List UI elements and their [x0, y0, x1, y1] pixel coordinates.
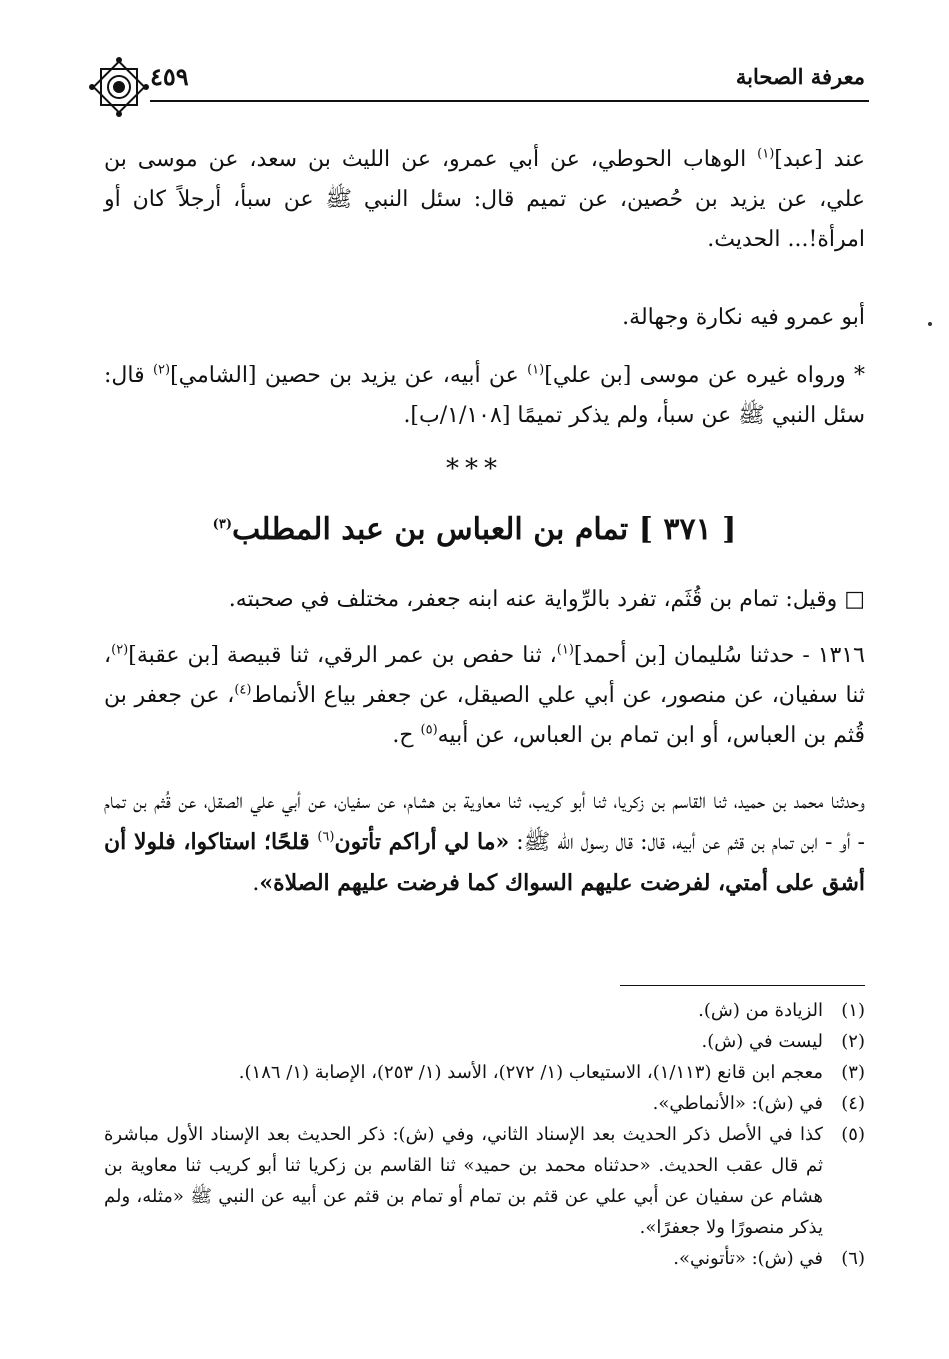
text-run: عند [عبد]	[774, 147, 865, 172]
footnote-marker: (١)	[527, 362, 545, 378]
text-run: [ ٣٧١ ] تمام بن العباس بن عبد المطلب	[231, 512, 737, 547]
footnote-marker: (٢)	[152, 362, 171, 378]
footnote-text: الزيادة من (ش).	[698, 1000, 823, 1021]
paragraph-3	[104, 356, 865, 436]
footnote-number: (٥)	[841, 1124, 865, 1145]
footnote-number: (٦)	[841, 1248, 865, 1269]
page-number: ٤٥٩	[150, 62, 189, 91]
text-run: عن أبيه، عن يزيد بن حصين [الشامي]	[170, 363, 528, 388]
footnote-text: معجم ابن قانع (١/١١٣)، الاستيعاب (١/ ٢٧٢)، الأسد (١/ ٢٥٣)، الإصابة (١/ ١٨٦).	[238, 1062, 823, 1083]
paragraph-6	[104, 782, 865, 904]
footnote-item	[104, 1243, 865, 1274]
footnote-text: في (ش): «الأنماطي».	[652, 1093, 823, 1114]
footnote-rule	[620, 985, 865, 986]
footnote-text: ليست في (ش).	[701, 1031, 823, 1052]
paragraph-1	[104, 140, 865, 260]
footnote-marker: (٣)	[212, 517, 232, 532]
stray-mark	[928, 322, 932, 326]
footnote-item	[104, 1088, 865, 1119]
footnote-marker: (٥)	[420, 722, 438, 738]
text-run: قال: سئل النبي ﷺ عن سبأ، ولم يذكر تميمًا [١/١٠٨/ب].	[104, 363, 865, 428]
footnote-item	[104, 1057, 865, 1088]
bold-text: «ما لي أراكم تأتون	[334, 829, 510, 855]
text-run: ١٣١٦ - حدثنا سُليمان [بن أحمد]	[573, 643, 865, 668]
footnote-item	[104, 1119, 865, 1243]
entry-title	[0, 512, 949, 547]
footnote-number: (٢)	[841, 1031, 865, 1052]
text-run: ح.	[392, 723, 421, 748]
text-run: ، ثنا حفص بن عمر الرقي، ثنا قبيصة [بن عقبة]	[128, 643, 557, 668]
paragraph-2: أبو عمرو فيه نكارة وجهالة.	[622, 305, 865, 330]
bold-text: قلحًا؛ استاكوا، فلولا أن أشق على أمتي، لفرضت عليهم السواك كما فرضت عليهم الصلاة»	[104, 829, 865, 896]
footnote-marker: (١)	[757, 146, 775, 162]
footnote-item	[104, 995, 865, 1026]
text-run: ، عن جعفر بن قُثم بن العباس، أو ابن تمام بن العباس، عن أبيه	[104, 683, 865, 748]
footnote-number: (١)	[841, 1000, 865, 1021]
paragraph-4: □ وقيل: تمام بن قُثَم، تفرد بالرِّواية عنه ابنه جعفر، مختلف في صحبته.	[228, 587, 865, 612]
running-header-title: معرفة الصحابة	[735, 64, 865, 89]
footnote-number: (٣)	[841, 1062, 865, 1083]
footnotes	[104, 995, 865, 1274]
section-separator: ***	[446, 454, 503, 484]
text-run: وحدثنا محمد بن حميد، ثنا القاسم بن زكريا، ثنا أبو كريب، ثنا معاوية بن هشام، عن سفيان، عن أبي علي الصقل، عن قُثم بن تمام - أو - ابن تمام بن قثم عن أبيه، قال: قال رسول الله ﷺ:	[104, 789, 865, 855]
paragraph-5-hadith-1316	[104, 636, 865, 756]
octagram-rosette-icon	[88, 56, 150, 118]
footnote-item	[104, 1026, 865, 1057]
footnote-text: في (ش): «تأتوني».	[673, 1248, 823, 1269]
footnote-marker: (٤)	[234, 682, 252, 698]
footnote-marker: (١)	[556, 642, 574, 658]
text-run: * ورواه غيره عن موسى [بن علي]	[544, 363, 866, 388]
footnote-text: كذا في الأصل ذكر الحديث بعد الإسناد الثاني، وفي (ش): ذكر الحديث بعد الإسناد الأول مباشرة ثم قال عقب الحديث. «حدثناه محمد بن حميد» ثنا القاسم بن زكريا ثنا أبو كريب ثنا معاوية بن هشام عن سفيان عن أبي علي عن قثم بن تمام أو تمام بن قثم عن أبيه عن النبي ﷺ «مثله، ولم يذكر منصورًا ولا جعفرًا».	[104, 1124, 823, 1238]
footnote-marker: (٢)	[111, 642, 129, 658]
text-run: الوهاب الحوطي، عن أبي عمرو، عن الليث بن سعد، عن موسى بن علي، عن يزيد بن حُصين، عن تميم قال: سئل النبي ﷺ عن سبأ، أرجلاً كان أو امرأة!... الحديث.	[104, 147, 865, 252]
footnote-number: (٤)	[841, 1093, 865, 1114]
header-rule	[150, 100, 869, 102]
footnote-marker: (٦)	[317, 829, 335, 845]
text-run: .	[252, 871, 260, 896]
text-run: ، ثنا سفيان، عن منصور، عن أبي علي الصيقل، عن جعفر بياع الأنماط	[104, 643, 865, 708]
